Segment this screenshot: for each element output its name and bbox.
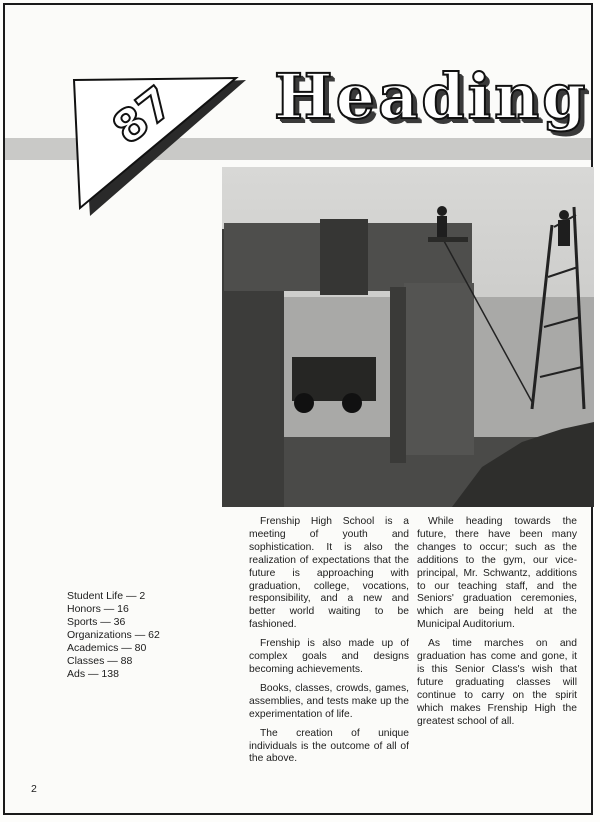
contents-item: Ads — 138 xyxy=(67,668,119,680)
body-paragraph: While heading towards the future, there have been many changes to occur; such as the additions to the gym, our vice-principal, Mr. Schwantz, additions to our teaching staff, and the Seniors' graduation ceremonies, which are being held at the Municipal Auditorium. xyxy=(417,516,577,631)
contents-item: Honors — 16 xyxy=(67,603,129,615)
page-heading: Heading xyxy=(274,60,589,133)
body-column-left xyxy=(249,516,409,772)
body-paragraph: Frenship is also made up of complex goals and designs becoming achievements. xyxy=(249,638,409,675)
body-paragraph: The creation of unique individuals is the outcome of all of the above. xyxy=(249,727,409,765)
contents-item: Organizations — 62 xyxy=(67,629,160,641)
body-column-right xyxy=(417,516,577,735)
body-paragraph: Frenship High School is a meeting of youth and sophistication. It is also the realization of expectations that the future is approaching with graduation, college, vocations, responsibility, and a new and better world waiting to be fashioned. xyxy=(249,516,409,631)
arch-photo xyxy=(222,167,594,507)
contents-item: Academics — 80 xyxy=(67,642,147,654)
table-of-contents xyxy=(67,590,160,681)
contents-item: Sports — 36 xyxy=(67,616,126,628)
body-paragraph: As time marches on and graduation has come and gone, it is this Senior Class's wish that future graduating classes will continue to carry on the spirit which makes Frenship High the greatest school of all. xyxy=(417,638,577,727)
page-number: 2 xyxy=(31,783,37,795)
body-paragraph: Books, classes, crowds, games, assemblies, and tests make up the experimentation of life. xyxy=(249,682,409,720)
year-label: 87 xyxy=(103,76,184,155)
contents-item: Classes — 88 xyxy=(67,655,133,667)
contents-item: Student Life — 2 xyxy=(67,590,146,602)
